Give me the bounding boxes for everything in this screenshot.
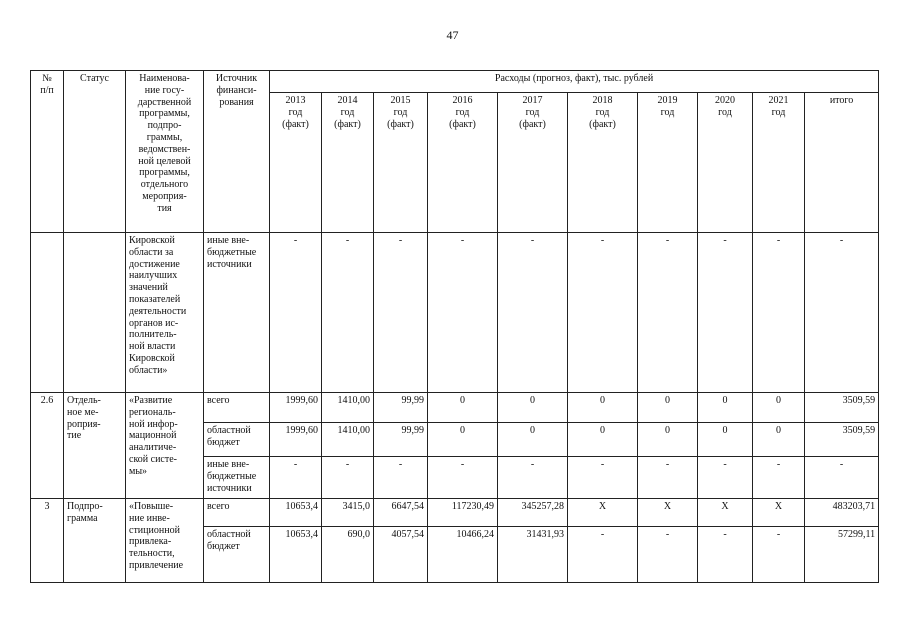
year-2017: 2017 год (факт) bbox=[498, 93, 568, 233]
row-2-6-value: 3509,59 bbox=[805, 393, 879, 423]
row-2-6-value: 0 bbox=[498, 423, 568, 457]
row-cont-value: - bbox=[270, 233, 322, 393]
row-2-6-value: 0 bbox=[498, 393, 568, 423]
table-row bbox=[31, 499, 879, 527]
year-total: итого bbox=[805, 93, 879, 233]
row-2-6-value: 0 bbox=[568, 393, 638, 423]
table-row bbox=[31, 233, 879, 393]
row-3-value: X bbox=[638, 499, 698, 527]
year-2014: 2014 год (факт) bbox=[322, 93, 374, 233]
header-name: Наименова- ние госу- дарственной программы, подпро- граммы, ведомствен- ной целевой программы, отдельного мероприя- тия bbox=[126, 71, 204, 233]
row-3-value: - bbox=[753, 527, 805, 583]
header-status: Статус bbox=[64, 71, 126, 233]
row-2-6-value: 0 bbox=[753, 423, 805, 457]
row-3-value: 117230,49 bbox=[428, 499, 498, 527]
row-3-value: X bbox=[698, 499, 753, 527]
row-3-value: 10466,24 bbox=[428, 527, 498, 583]
row-3-value: - bbox=[568, 527, 638, 583]
row-3-value: X bbox=[753, 499, 805, 527]
row-2-6-value: - bbox=[374, 457, 428, 499]
row-3-status: Подпро- грамма bbox=[64, 499, 126, 583]
header-row bbox=[31, 71, 879, 93]
row-2-6-name: «Развитие региональ- ной инфор- мационной аналитиче- ской систе- мы» bbox=[126, 393, 204, 499]
row-2-6-value: 1410,00 bbox=[322, 393, 374, 423]
row-3-value: X bbox=[568, 499, 638, 527]
row-2-6-value: 0 bbox=[638, 393, 698, 423]
row-2-6-source: иные вне- бюджетные источники bbox=[204, 457, 270, 499]
row-3-value: 4057,54 bbox=[374, 527, 428, 583]
row-3-value: 10653,4 bbox=[270, 499, 322, 527]
row-2-6-value: 0 bbox=[698, 393, 753, 423]
row-cont-value: - bbox=[428, 233, 498, 393]
row-3-source: областной бюджет bbox=[204, 527, 270, 583]
table-row bbox=[31, 393, 879, 423]
row-2-6-value: 1999,60 bbox=[270, 393, 322, 423]
row-2-6-value: - bbox=[270, 457, 322, 499]
header-num: № п/п bbox=[31, 71, 64, 233]
row-2-6-value: - bbox=[322, 457, 374, 499]
row-cont-value: - bbox=[322, 233, 374, 393]
row-cont-value: - bbox=[698, 233, 753, 393]
year-2013: 2013 год (факт) bbox=[270, 93, 322, 233]
row-3-value: 6647,54 bbox=[374, 499, 428, 527]
budget-table bbox=[30, 70, 879, 583]
row-cont-value: - bbox=[753, 233, 805, 393]
row-2-6-value: 3509,59 bbox=[805, 423, 879, 457]
row-3-value: 10653,4 bbox=[270, 527, 322, 583]
row-2-6-value: 0 bbox=[638, 423, 698, 457]
row-3-value: 31431,93 bbox=[498, 527, 568, 583]
year-2019: 2019 год bbox=[638, 93, 698, 233]
row-2-6-value: 0 bbox=[428, 393, 498, 423]
row-2-6-value: - bbox=[428, 457, 498, 499]
row-3-value: 345257,28 bbox=[498, 499, 568, 527]
row-cont-value: - bbox=[568, 233, 638, 393]
header-expenses: Расходы (прогноз, факт), тыс. рублей bbox=[270, 71, 879, 93]
year-2018: 2018 год (факт) bbox=[568, 93, 638, 233]
row-2-6-value: 0 bbox=[753, 393, 805, 423]
row-2-6-value: 0 bbox=[568, 423, 638, 457]
row-2-6-value: - bbox=[498, 457, 568, 499]
row-cont-value: - bbox=[638, 233, 698, 393]
row-2-6-num: 2.6 bbox=[31, 393, 64, 499]
row-2-6-source: областной бюджет bbox=[204, 423, 270, 457]
year-2016: 2016 год (факт) bbox=[428, 93, 498, 233]
row-cont-value: - bbox=[374, 233, 428, 393]
row-3-value: 3415,0 bbox=[322, 499, 374, 527]
row-cont-name: Кировской области за достижение наилучших значений показателей деятельности органов ис- полнитель- ной власти Кировской области» bbox=[126, 233, 204, 393]
row-2-6-value: 1410,00 bbox=[322, 423, 374, 457]
row-2-6-value: - bbox=[805, 457, 879, 499]
row-3-name: «Повыше- ние инве- стиционной привлека- тельности, привлечение bbox=[126, 499, 204, 583]
year-2021: 2021 год bbox=[753, 93, 805, 233]
row-2-6-value: - bbox=[753, 457, 805, 499]
row-2-6-source: всего bbox=[204, 393, 270, 423]
row-3-value: 483203,71 bbox=[805, 499, 879, 527]
row-cont-value: - bbox=[498, 233, 568, 393]
page-number: 47 bbox=[446, 28, 459, 42]
header-source: Источник финанси- рования bbox=[204, 71, 270, 233]
row-3-value: 690,0 bbox=[322, 527, 374, 583]
year-2020: 2020 год bbox=[698, 93, 753, 233]
row-cont-status bbox=[64, 233, 126, 393]
row-3-source: всего bbox=[204, 499, 270, 527]
row-3-num: 3 bbox=[31, 499, 64, 583]
row-3-value: 57299,11 bbox=[805, 527, 879, 583]
row-2-6-value: 1999,60 bbox=[270, 423, 322, 457]
row-cont-value: - bbox=[805, 233, 879, 393]
row-2-6-value: - bbox=[698, 457, 753, 499]
row-2-6-value: - bbox=[638, 457, 698, 499]
row-2-6-status: Отдель- ное ме- роприя- тие bbox=[64, 393, 126, 499]
row-cont-num bbox=[31, 233, 64, 393]
row-2-6-value: 0 bbox=[698, 423, 753, 457]
row-3-value: - bbox=[698, 527, 753, 583]
row-2-6-value: 99,99 bbox=[374, 423, 428, 457]
row-2-6-value: - bbox=[568, 457, 638, 499]
year-2015: 2015 год (факт) bbox=[374, 93, 428, 233]
row-3-value: - bbox=[638, 527, 698, 583]
row-2-6-value: 99,99 bbox=[374, 393, 428, 423]
row-2-6-value: 0 bbox=[428, 423, 498, 457]
row-cont-source: иные вне- бюджетные источники bbox=[204, 233, 270, 393]
